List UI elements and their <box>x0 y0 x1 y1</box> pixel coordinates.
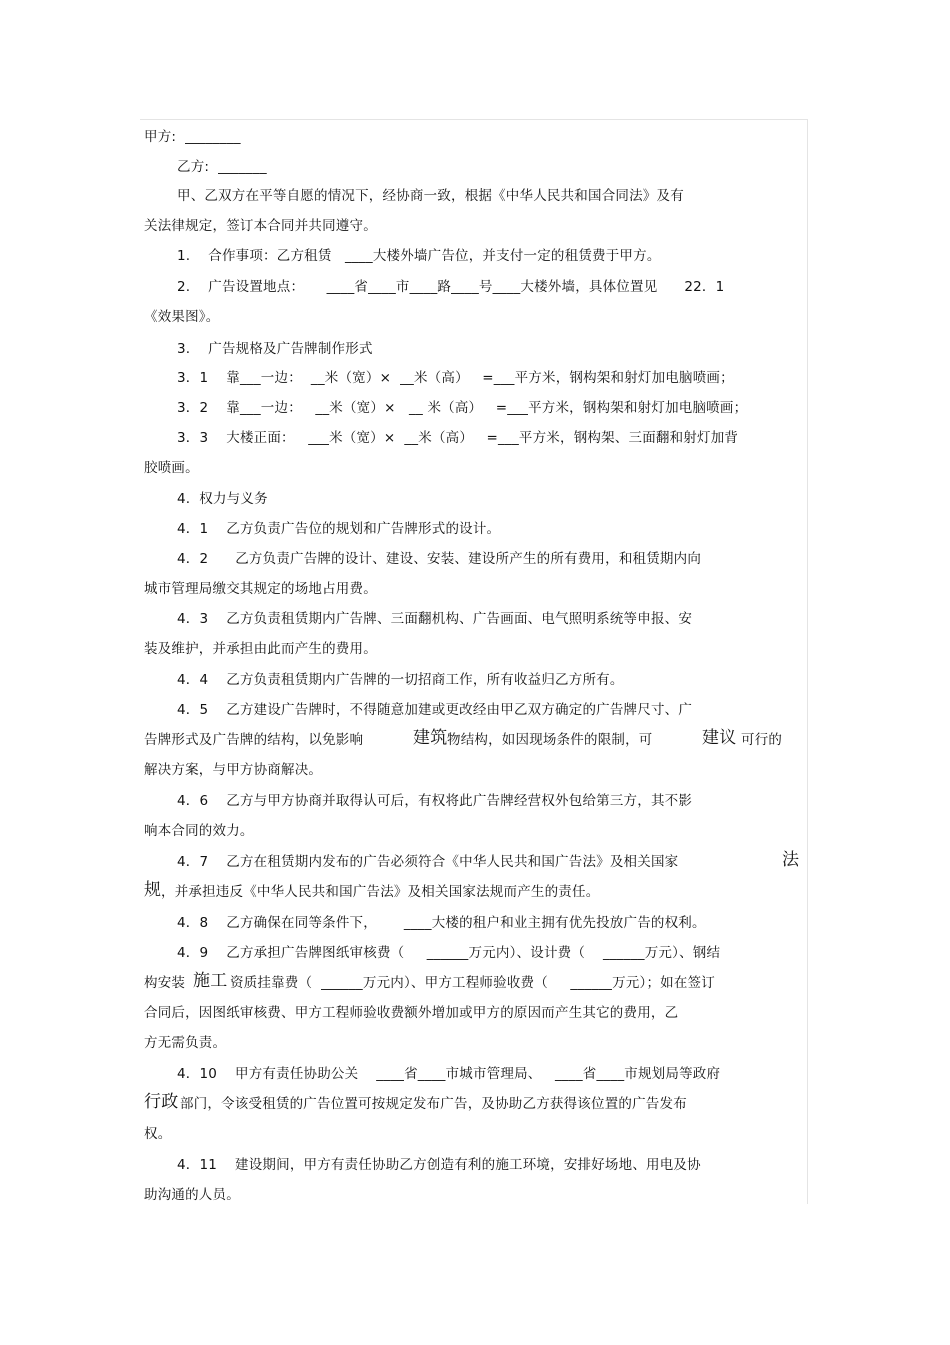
clause-4-10-word-administration: 行政 <box>144 1092 179 1112</box>
clause-4-heading: 4. 权力与义务 <box>177 491 268 507</box>
clause-4-7-word-law: 法 <box>782 850 800 870</box>
clause-4-6-line-1: 4．6 乙方与甲方协商并取得认可后，有权将此广告牌经营权外包给第三方，其不影 <box>177 793 693 809</box>
clause-2-line-2: 《效果图》。 <box>144 309 220 325</box>
clause-4-5-line-3: 解决方案，与甲方协商解决。 <box>144 762 323 778</box>
clause-4-9-line-2b: 资质挂靠费（ ______万元内）、甲方工程师验收费（ ______万元）；如在签订 <box>230 975 715 991</box>
clause-4-5-line-1: 4．5 乙方建设广告牌时，不得随意加建或更改经由甲乙双方确定的广告牌尺寸、广 <box>177 702 693 718</box>
clause-4-9-line-2a: 构安装 <box>144 975 186 991</box>
clause-4-9-line-1: 4．9 乙方承担广告牌图纸审核费（ ______万元内）、设计费（ ______万元）、钢结 <box>177 945 721 961</box>
clause-4-9-word-construction: 施工 <box>193 971 228 991</box>
clause-4-7-line-2: ，并承担违反《中华人民共和国广告法》及相关国家法规而产生的责任。 <box>161 884 600 900</box>
clause-4-7-word-regulation: 规 <box>144 880 162 900</box>
clause-4-10-line-3: 权。 <box>144 1126 172 1142</box>
clause-3-3-line-2: 胶喷画。 <box>144 460 199 476</box>
clause-4-3-line-1: 4．3 乙方负责租赁期内广告牌、三面翻机构、广告画面、电气照明系统等申报、安 <box>177 611 693 627</box>
clause-4-2-line-2: 城市管理局缴交其规定的场地占用费。 <box>144 581 377 597</box>
clause-3-1: 3．1 靠___一边： __米（宽）× __米（高） =___平方米，钢构架和射灯加电脑喷画； <box>177 370 734 386</box>
clause-4-5-line-2a: 告牌形式及广告牌的结构，以免影响 <box>144 732 364 748</box>
clause-4-10-line-2: 部门，令该受租赁的广告位置可按规定发布广告，及协助乙方获得该位置的广告发布 <box>180 1096 687 1112</box>
clause-4-4: 4．4 乙方负责租赁期内广告牌的一切招商工作，所有收益归乙方所有。 <box>177 672 624 688</box>
clause-4-3-line-2: 装及维护，并承担由此而产生的费用。 <box>144 641 377 657</box>
clause-3-3-line-1: 3．3 大楼正面： ___米（宽）× __米（高） =___平方米，钢构架、三面翻和射灯加背 <box>177 430 739 446</box>
clause-4-10-line-1: 4．10 甲方有责任协助公关 ____省____市城市管理局、 ____省____市规划局等政府 <box>177 1066 721 1082</box>
clause-4-11-line-2: 助沟通的人员。 <box>144 1187 240 1203</box>
preamble-line-2: 关法律规定，签订本合同并共同遵守。 <box>144 218 377 234</box>
clause-4-9-line-4: 方无需负责。 <box>144 1035 227 1051</box>
clause-4-7-line-1: 4．7 乙方在租赁期内发布的广告必须符合《中华人民共和国广告法》及相关国家 <box>177 854 679 870</box>
clause-4-6-line-2: 响本合同的效力。 <box>144 823 254 839</box>
clause-4-9-line-3: 合同后，因图纸审核费、甲方工程师验收费额外增加或甲方的原因而产生其它的费用，乙 <box>144 1005 679 1021</box>
party-a-line: 甲方: ________ <box>144 129 241 145</box>
clause-4-2-line-1: 4．2 乙方负责广告牌的设计、建设、安装、建设所产生的所有费用，和租赁期内向 <box>177 551 702 567</box>
clause-4-5-word-suggest: 建议 <box>702 728 737 748</box>
clause-3-2: 3．2 靠___一边： __米（宽）× __ 米（高） =___平方米，钢构架和射灯加电脑喷画； <box>177 400 748 416</box>
clause-1: 1. 合作事项：乙方租赁 ____大楼外墙广告位，并支付一定的租赁费于甲方。 <box>177 248 661 264</box>
clause-4-5-word-building: 建筑 <box>413 728 448 748</box>
clause-3-heading: 3. 广告规格及广告牌制作形式 <box>177 341 373 357</box>
clause-2-line-1: 2. 广告设置地点： ____省____市____路____号____大楼外墙，具体位置见 22．1 <box>177 279 725 295</box>
party-b-line: 乙方: _______ <box>177 159 267 175</box>
clause-4-11-line-1: 4．11 建设期间，甲方有责任协助乙方创造有利的施工环境，安排好场地、用电及协 <box>177 1157 701 1173</box>
clause-4-5-line-2b: 物结构，如因现场条件的限制，可 <box>447 732 653 748</box>
preamble-line-1: 甲、乙双方在平等自愿的情况下，经协商一致，根据《中华人民共和国合同法》及有 <box>177 188 684 204</box>
clause-4-5-line-2c: 可行的 <box>741 732 783 748</box>
clause-4-8: 4．8 乙方确保在同等条件下， ____大楼的租户和业主拥有优先投放广告的权利。 <box>177 915 706 931</box>
clause-4-1: 4．1 乙方负责广告位的规划和广告牌形式的设计。 <box>177 521 501 537</box>
